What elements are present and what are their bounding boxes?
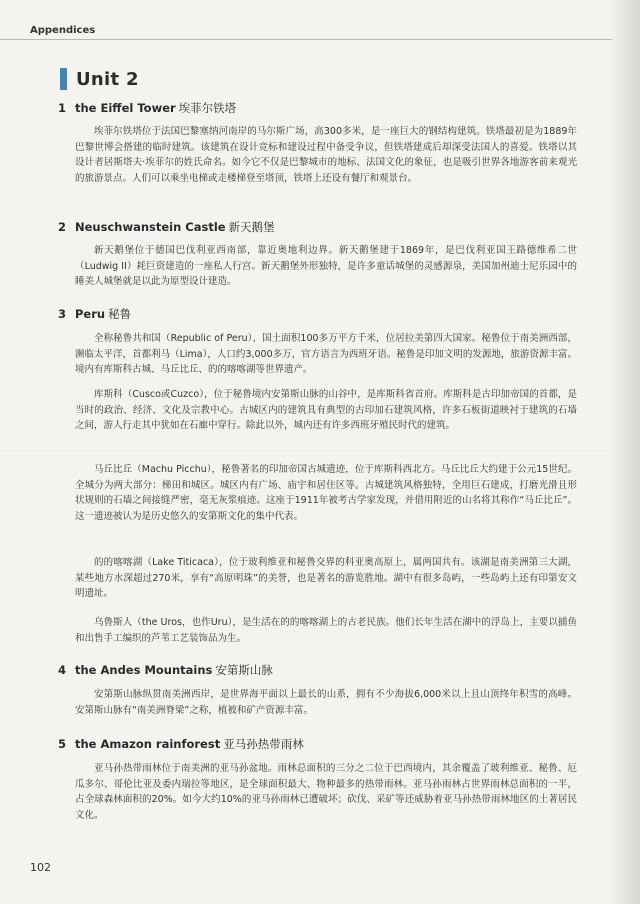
section-number: 5	[58, 737, 67, 751]
page-spine-shadow	[610, 0, 640, 904]
section-title-cn: 新天鹅堡	[228, 220, 275, 234]
paragraph-cusco: 库斯科（Cusco或Cuzco），位于秘鲁境内安第斯山脉的山谷中，是库斯科省首府。库斯科是古印加帝国的首都，是当时的政治、经济、文化及宗教中心。古城区内的建筑具有典型的古印加石建筑风格，许多石板街道映衬于建筑的石墙之间，游人行走其中犹如在石廊中穿行。除此以外，城内还有许多西班牙殖民时代的建筑。	[75, 389, 577, 431]
section-number: 1	[58, 101, 67, 115]
section-title-cn: 亚马孙热带雨林	[223, 737, 304, 751]
section-title: Peru	[75, 307, 106, 321]
page-crease	[0, 450, 612, 451]
paragraph-lake-titicaca: 的的喀喀湖（Lake Titicaca），位于玻利维亚和秘鲁交界的科亚奥高原上，属两国共有。该湖是南美洲第三大湖，某些地方水深超过270米，享有“高原明珠”的美誉，也是著名的游览胜地。湖中有很多岛屿，一些岛屿上还有印第安文明遗址。	[75, 557, 577, 599]
section-number: 2	[58, 220, 67, 234]
section-heading-amazon	[58, 736, 304, 752]
paragraph-andes: 安第斯山脉纵贯南美洲西岸，是世界海平面以上最长的山系，拥有不少海拔6,000米以上且山顶终年积雪的高峰。安第斯山脉有“南美洲脊梁”之称，植被和矿产资源丰富。	[75, 689, 577, 716]
paragraph-machu-picchu: 马丘比丘（Machu Picchu），秘鲁著名的印加帝国古城遗迹，位于库斯科西北方。马丘比丘大约建于公元15世纪。全城分为两大部分：梯田和城区。城区内有广场、庙宇和居住区等。古城建筑风格独特，全用巨石建成，打磨光滑且形状规则的石墙之间接缝严密，毫无灰浆痕迹。这座于1911年被考古学家发现，并借用附近的山名将其称作“马丘比丘”。这一遗迹被认为是历史悠久的安第斯文化的集中代表。	[75, 464, 577, 522]
section-heading-peru	[58, 306, 131, 322]
paragraph-uros: 乌鲁斯人（the Uros，也作Uru），是生活在的的喀喀湖上的古老民族。他们长年生活在湖中的浮岛上，主要以捕鱼和出售手工编织的芦苇工艺装饰品为生。	[75, 617, 577, 644]
section-number: 3	[58, 307, 67, 321]
section-heading-eiffel-tower	[58, 100, 236, 116]
paragraph-neuschwanstein: 新天鹅堡位于德国巴伐利亚西南部，靠近奥地利边界。新天鹅堡建于1869年，是巴伐利亚国王路德维希二世（Ludwig II）耗巨资建造的一座私人行宫。新天鹅堡外形独特，是许多童话城堡的灵感源泉，美国加州迪士尼乐园中的睡美人城堡就是以此为原型设计建造。	[75, 245, 577, 287]
section-heading-andes	[58, 662, 273, 678]
section-title: the Eiffel Tower	[75, 101, 176, 115]
unit-accent-bar	[60, 68, 67, 90]
section-heading-neuschwanstein	[58, 219, 275, 235]
running-header: Appendices	[30, 25, 96, 36]
section-number: 4	[58, 663, 67, 677]
paragraph-eiffel-tower: 埃菲尔铁塔位于法国巴黎塞纳河南岸的马尔斯广场，高300多米，是一座巨大的钢结构建筑。铁塔最初是为1889年巴黎世博会搭建的临时建筑。该建筑在设计竞标和建设过程中备受争议，但铁塔建成后却深受法国人的喜爱。铁塔以其设计者居斯塔夫·埃菲尔的姓氏命名。如今它不仅是巴黎城市的地标、法国文化的象征，也是吸引世界各地游客前来观光的旅游景点。人们可以乘坐电梯或走楼梯登至塔顶，铁塔上还设有餐厅和观景台。	[75, 126, 577, 184]
section-title-cn: 秘鲁	[108, 307, 132, 321]
section-title: the Amazon rainforest	[75, 737, 221, 751]
paragraph-amazon: 亚马孙热带雨林位于南美洲的亚马孙盆地。雨林总面积的三分之二位于巴西境内，其余覆盖了玻利维亚、秘鲁、厄瓜多尔、哥伦比亚及委内瑞拉等地区，是全球面积最大、物种最多的热带雨林。亚马孙雨林占世界雨林总面积的一半，占全球森林面积的20%。如今大约10%的亚马孙雨林已遭破坏；砍伐、采矿等还威胁着亚马孙热带雨林地区的土著居民文化。	[75, 763, 577, 821]
page-number: 102	[30, 861, 51, 874]
unit-heading	[60, 68, 139, 90]
header-rule	[0, 39, 612, 40]
paragraph-peru-overview: 全称秘鲁共和国（Republic of Peru），国土面积100多万平方千米，位居拉美第四大国家。秘鲁位于南美洲西部，濒临太平洋，首都利马（Lima），人口约3,000多万，官方语言为西班牙语。秘鲁是印加文明的发源地，旅游资源丰富。境内有库斯科古城、马丘比丘、的的喀喀湖等世界遗产。	[75, 333, 577, 375]
unit-title: Unit 2	[76, 68, 139, 90]
section-title: Neuschwanstein Castle	[75, 220, 226, 234]
section-title: the Andes Mountains	[75, 663, 213, 677]
section-title-cn: 埃菲尔铁塔	[178, 101, 237, 115]
section-title-cn: 安第斯山脉	[215, 663, 273, 677]
